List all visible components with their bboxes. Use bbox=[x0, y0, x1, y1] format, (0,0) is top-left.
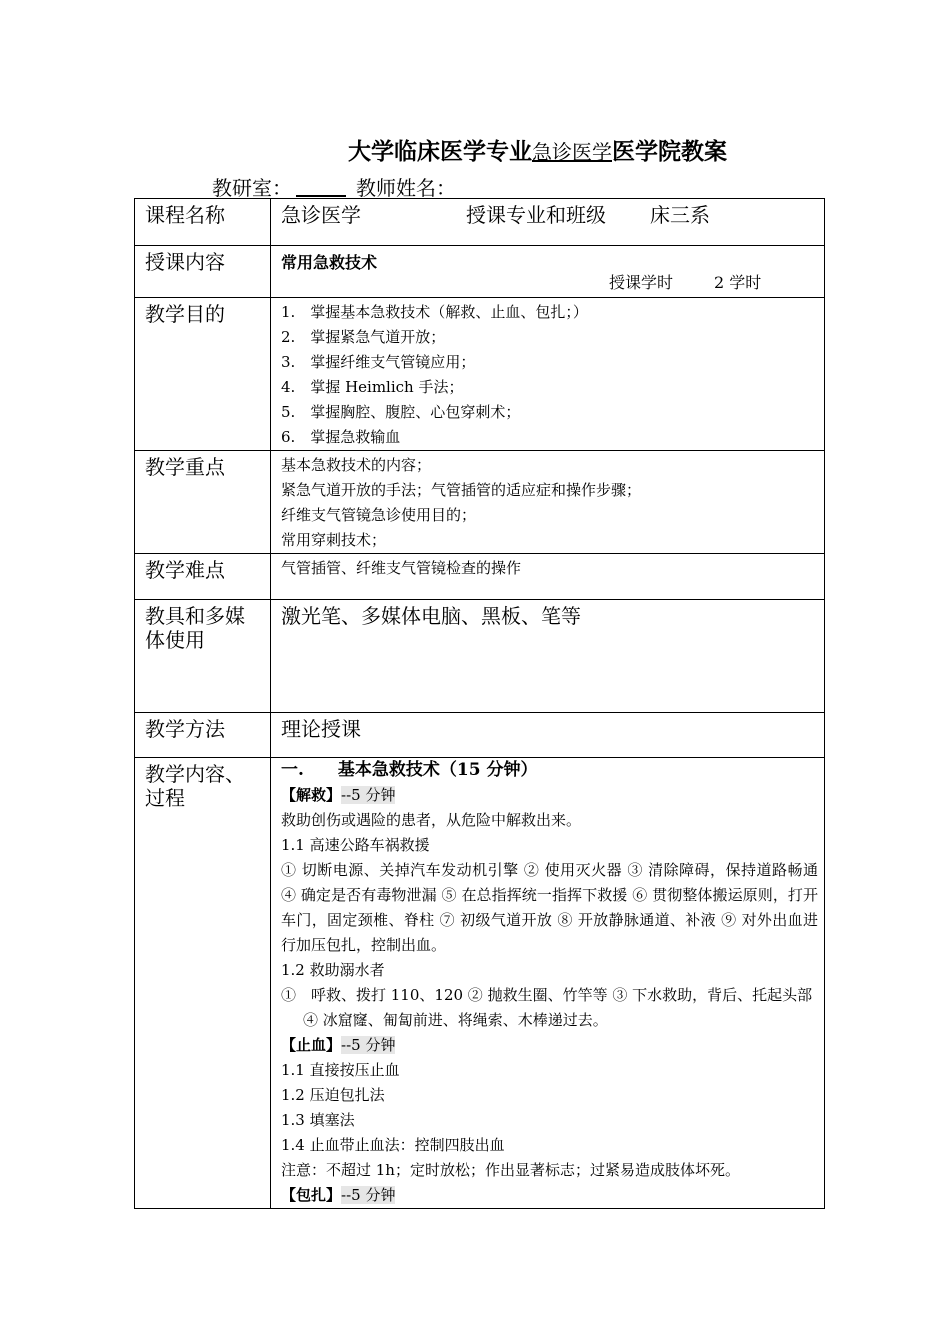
section-heading: 一. 基本急救技术（15 分钟） bbox=[281, 760, 538, 780]
method-value: 理论授课 bbox=[271, 713, 825, 758]
major-label: 授课专业和班级 bbox=[466, 203, 606, 227]
major-value: 床三系 bbox=[650, 203, 710, 227]
goals-label: 教学目的 bbox=[135, 298, 271, 451]
subheading-1-1: 1.1 高速公路车祸救援 bbox=[281, 836, 430, 854]
teacher-label: 教师姓名： bbox=[356, 176, 456, 200]
title-suffix: 医学院教案 bbox=[612, 138, 727, 165]
focus-label: 教学重点 bbox=[135, 451, 271, 554]
focus-list bbox=[271, 451, 825, 554]
dept-label: 教研室： bbox=[212, 176, 292, 200]
goal-item: 4. 掌握 Heimlich 手法； bbox=[281, 378, 464, 396]
method-label: 教学方法 bbox=[135, 713, 271, 758]
header-line bbox=[212, 172, 456, 201]
stop-item-1: 1.1 直接按压止血 bbox=[281, 1061, 400, 1079]
goals-list bbox=[271, 298, 825, 451]
focus-item: 纤维支气管镜急诊使用目的； bbox=[281, 506, 477, 524]
stop-item-3: 1.3 填塞法 bbox=[281, 1111, 355, 1129]
title-prefix: 大学临床医学专业 bbox=[348, 138, 532, 165]
hours-label: 授课学时 bbox=[609, 273, 674, 292]
rescue-desc: 救助创伤或遇险的患者，从危险中解救出来。 bbox=[281, 811, 582, 829]
goal-item: 3. 掌握纤维支气管镜应用； bbox=[281, 353, 476, 371]
goal-item: 1. 掌握基本急救技术（解救、止血、包扎；） bbox=[281, 303, 588, 321]
wrap-time: --5 分钟 bbox=[341, 1186, 396, 1204]
focus-item: 紧急气道开放的手法；气管插管的适应症和操作步骤； bbox=[281, 481, 642, 499]
dept-blank bbox=[296, 177, 346, 197]
course-value: 急诊医学 bbox=[281, 203, 361, 227]
wrap-tag: 【包扎】 bbox=[281, 1186, 342, 1204]
focus-item: 常用穿刺技术； bbox=[281, 531, 387, 549]
stop-item-2: 1.2 压迫包扎法 bbox=[281, 1086, 385, 1104]
row-course bbox=[135, 199, 825, 246]
goal-item: 2. 掌握紧急气道开放； bbox=[281, 328, 446, 346]
subheading-1-2: 1.2 救助溺水者 bbox=[281, 961, 385, 979]
stop-tag: 【止血】 bbox=[281, 1036, 342, 1054]
paragraph-1-1: ① 切断电源、关掉汽车发动机引擎 ② 使用灭火器 ③ 清除障碍，保持道路畅通 ④ 确定是否有毒物泄漏 ⑤ 在总指挥统一指挥下救援 ⑥ 贯彻整体搬运原则，打开车门，固定颈椎、脊柱 ⑦ 初级气道开放 ⑧ 开放静脉通道、补液 ⑨ 对外出血进行加压包扎，控制出血。 bbox=[281, 861, 818, 954]
stop-time: --5 分钟 bbox=[341, 1036, 396, 1054]
course-label: 课程名称 bbox=[135, 199, 271, 246]
row-content bbox=[135, 246, 825, 298]
tools-label: 教具和多媒体使用 bbox=[135, 600, 271, 713]
goal-item: 6. 掌握急救输血 bbox=[281, 428, 401, 446]
page-title bbox=[348, 133, 727, 166]
tools-value: 激光笔、多媒体电脑、黑板、笔等 bbox=[271, 600, 825, 713]
row-tools bbox=[135, 600, 825, 713]
row-method bbox=[135, 713, 825, 758]
row-focus bbox=[135, 451, 825, 554]
goal-item: 5. 掌握胸腔、腹腔、心包穿刺术； bbox=[281, 403, 521, 421]
content-label: 授课内容 bbox=[135, 246, 271, 298]
paragraph-1-2: ① 呼救、拨打 110、120 ② 抛救生圈、竹竿等 ③ 下水救助，背后、托起头部 ④ 冰窟窿、匍匐前进、将绳索、木棒递过去。 bbox=[281, 986, 813, 1029]
row-goals bbox=[135, 298, 825, 451]
stop-item-4: 1.4 止血带止血法：控制四肢出血 bbox=[281, 1136, 505, 1154]
difficulty-value: 气管插管、纤维支气管镜检查的操作 bbox=[271, 554, 825, 600]
title-subject: 急诊医学 bbox=[532, 140, 612, 164]
hours-value: 2 学时 bbox=[714, 273, 762, 292]
process-label: 教学内容、过程 bbox=[135, 758, 271, 1209]
rescue-tag: 【解救】 bbox=[281, 786, 342, 804]
process-content bbox=[271, 758, 825, 1209]
lesson-plan-table bbox=[134, 198, 825, 1209]
content-value: 常用急救技术 bbox=[281, 253, 378, 272]
row-difficulty bbox=[135, 554, 825, 600]
difficulty-label: 教学难点 bbox=[135, 554, 271, 600]
focus-item: 基本急救技术的内容； bbox=[281, 456, 432, 474]
row-process bbox=[135, 758, 825, 1209]
rescue-time: --5 分钟 bbox=[341, 786, 396, 804]
stop-note: 注意：不超过 1h；定时放松；作出显著标志；过紧易造成肢体坏死。 bbox=[281, 1161, 740, 1179]
